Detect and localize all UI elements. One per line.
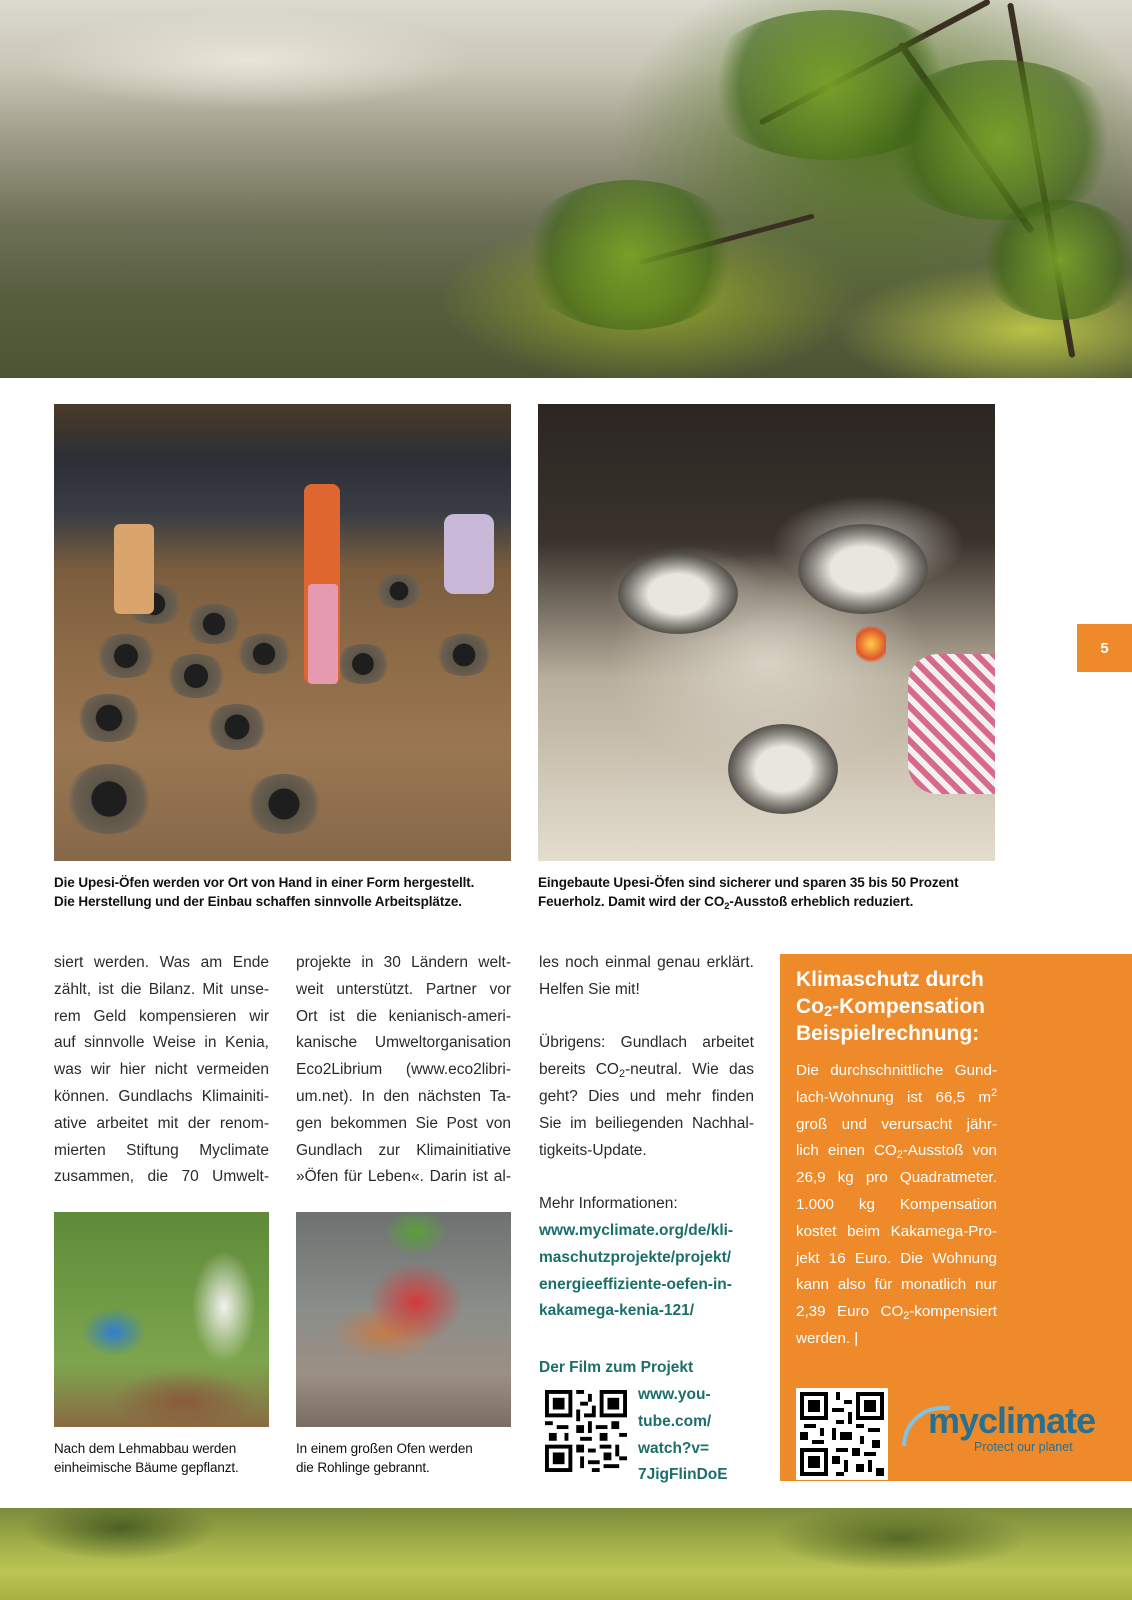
- hero-landscape-photo: [0, 0, 1132, 378]
- built-in-stove-photo: [538, 404, 995, 861]
- body-column-3: les noch einmal genau erklärt. Helfen Sie mit! Übrigens: Gundlach arbeitet bereits $CO_2$-neutral. Wie das geht? Dies und mehr finden Sie im beiliegenden Nachhal- tigkeits-Update. Mehr Informationen: www.myclimate.org/de/kli- maschutzprojekte/projekt/ energieeffiziente-oefen-in- kakamega-kenia-121/: [539, 954, 754, 1320]
- sidebar-title: Klimaschutz durch $Co_2$-Kompensation Beispielrechnung:: [796, 968, 986, 1045]
- more-info-label: Mehr Informationen:: [539, 1195, 678, 1213]
- workshop-caption: Die Upesi-Öfen werden vor Ort von Hand in einer Form hergestellt. Die Herstellung und der Einbau schaffen sinnvolle Arbeitsplätze.: [54, 875, 475, 909]
- kiln-photo: [296, 1212, 511, 1427]
- youtube-qr-code[interactable]: [545, 1390, 627, 1472]
- kitchen-caption: Eingebaute Upesi-Öfen sind sicherer und sparen 35 bis 50 Prozent Feuerholz. Damit wird der $CO_2$-Ausstoß erheblich reduziert.: [538, 875, 959, 912]
- tree-planting-caption: Nach dem Lehmabbau werden einheimische Bäume gepflanzt.: [54, 1441, 239, 1475]
- tree-planting-photo: [54, 1212, 269, 1427]
- kiln-caption: In einem großen Ofen werden die Rohlinge gebrannt.: [296, 1441, 473, 1475]
- body-column-2: projekte in 30 Ländern welt- weit unterstützt. Partner vor Ort ist die kenianisch-ameri- kanische Umweltorganisation Eco2Librium (www.eco2libri- um.net). In den nächsten Ta- gen bekommen Sie Post von Gundlach zur Klimainitiative »Öfen für Leben«. Darin ist al-: [296, 954, 511, 1186]
- myclimate-qr-code[interactable]: [796, 1388, 888, 1480]
- film-label: Der Film zum Projekt: [539, 1359, 694, 1376]
- sidebar-text: Die durchschnittliche Gund- lach-Wohnung ist 66,5 $m^2$ groß und verursacht jähr- lich einen $CO_2$-Ausstoß von 26,9 kg pro Quadratmeter. 1.000 kg Kompensation kostet beim Kakamega-Pro- jekt 16 Euro. Die Wohnung kann also für monatlich nur 2,39 Euro $CO_2$-kompensiert werden. |: [796, 1062, 997, 1347]
- myclimate-logo: myclimate Protect our planet: [902, 1400, 1092, 1460]
- stove-workshop-photo: [54, 404, 511, 861]
- youtube-link[interactable]: www.you- tube.com/ watch?v= 7JigFlinDoE: [638, 1386, 728, 1484]
- body-column-1: siert werden. Was am Ende zählt, ist die Bilanz. Mit unse- rem Geld kompensieren wir auf sinnvolle Weise in Kenia, was wir hier nicht vermeiden können. Gundlachs Klimainiti- ative arbeitet mit der renom- mierten Stiftung Myclimate zusammen, die 70 Umwelt-: [54, 954, 269, 1186]
- page-number-tab: 5: [1077, 624, 1132, 672]
- footer-grass-photo: [0, 1508, 1132, 1600]
- myclimate-project-link[interactable]: www.myclimate.org/de/kli-: [539, 1221, 734, 1239]
